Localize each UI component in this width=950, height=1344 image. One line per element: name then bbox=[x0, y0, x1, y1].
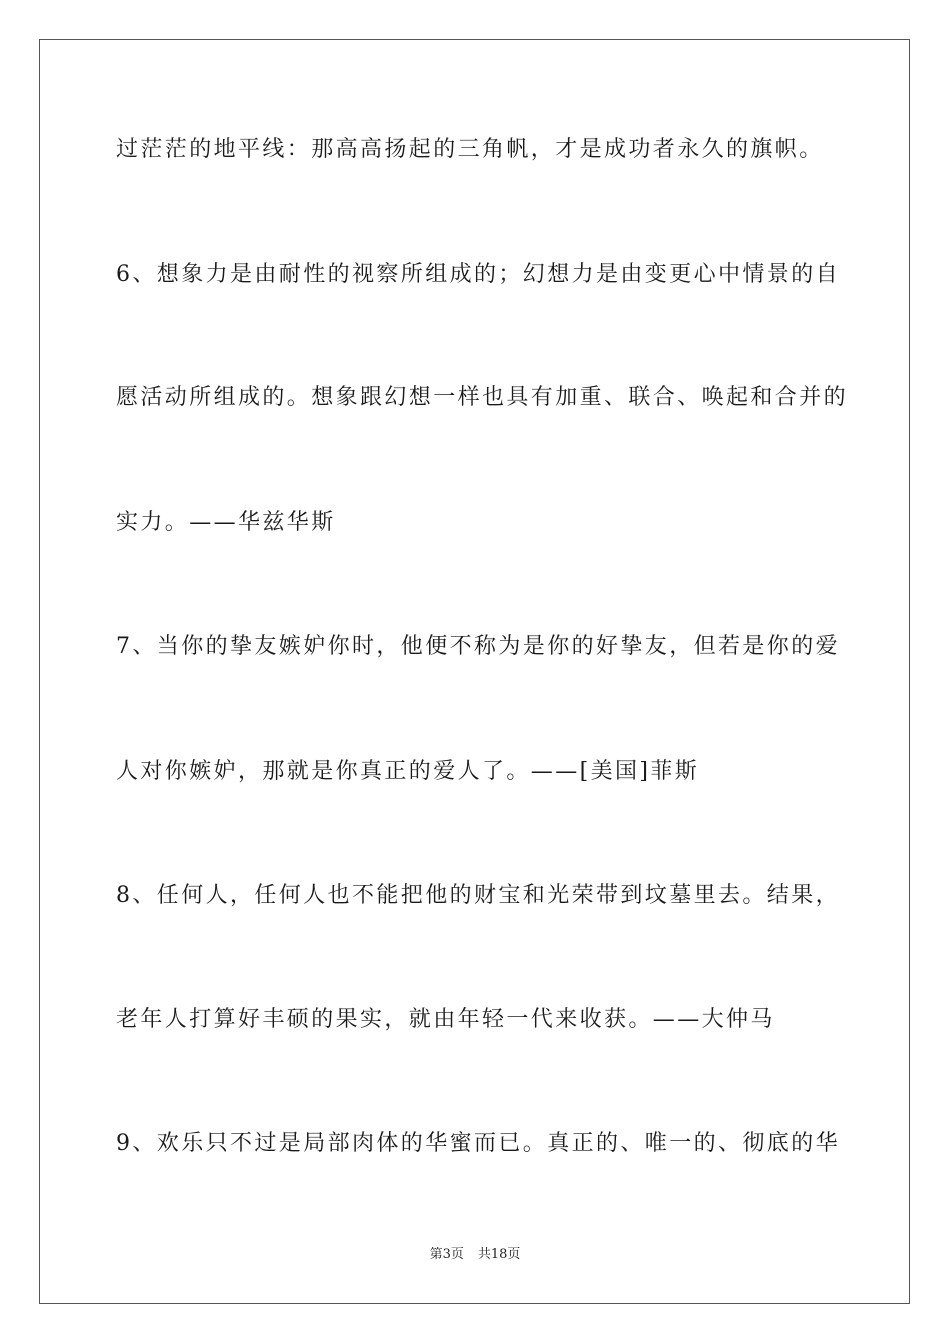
text-line-8: 老年人打算好丰硕的果实，就由年轻一代来收获。——大仲马 bbox=[116, 1007, 775, 1032]
text-line-1: 过茫茫的地平线：那高高扬起的三角帆，才是成功者永久的旗帜。 bbox=[116, 137, 824, 162]
text-line-4: 实力。——华兹华斯 bbox=[116, 510, 336, 535]
page-total: 共18页 bbox=[477, 1247, 521, 1262]
text-line-9: 9、欢乐只不过是局部肉体的华蜜而已。真正的、唯一的、彻底的华 bbox=[116, 1131, 840, 1156]
page-number: 第3页 bbox=[429, 1247, 464, 1262]
text-line-6: 人对你嫉妒，那就是你真正的爱人了。——[美国]菲斯 bbox=[116, 759, 700, 784]
text-line-7: 8、任何人，任何人也不能把他的财宝和光荣带到坟墓里去。结果， bbox=[116, 883, 840, 908]
text-line-3: 愿活动所组成的。想象跟幻想一样也具有加重、联合、唤起和合并的 bbox=[116, 385, 849, 410]
page-border bbox=[39, 39, 910, 1304]
page-footer bbox=[0, 1246, 950, 1264]
text-line-5: 7、当你的挚友嫉妒你时，他便不称为是你的好挚友，但若是你的爱 bbox=[116, 634, 840, 659]
text-line-2: 6、想象力是由耐性的视察所组成的；幻想力是由变更心中情景的自 bbox=[116, 262, 840, 287]
